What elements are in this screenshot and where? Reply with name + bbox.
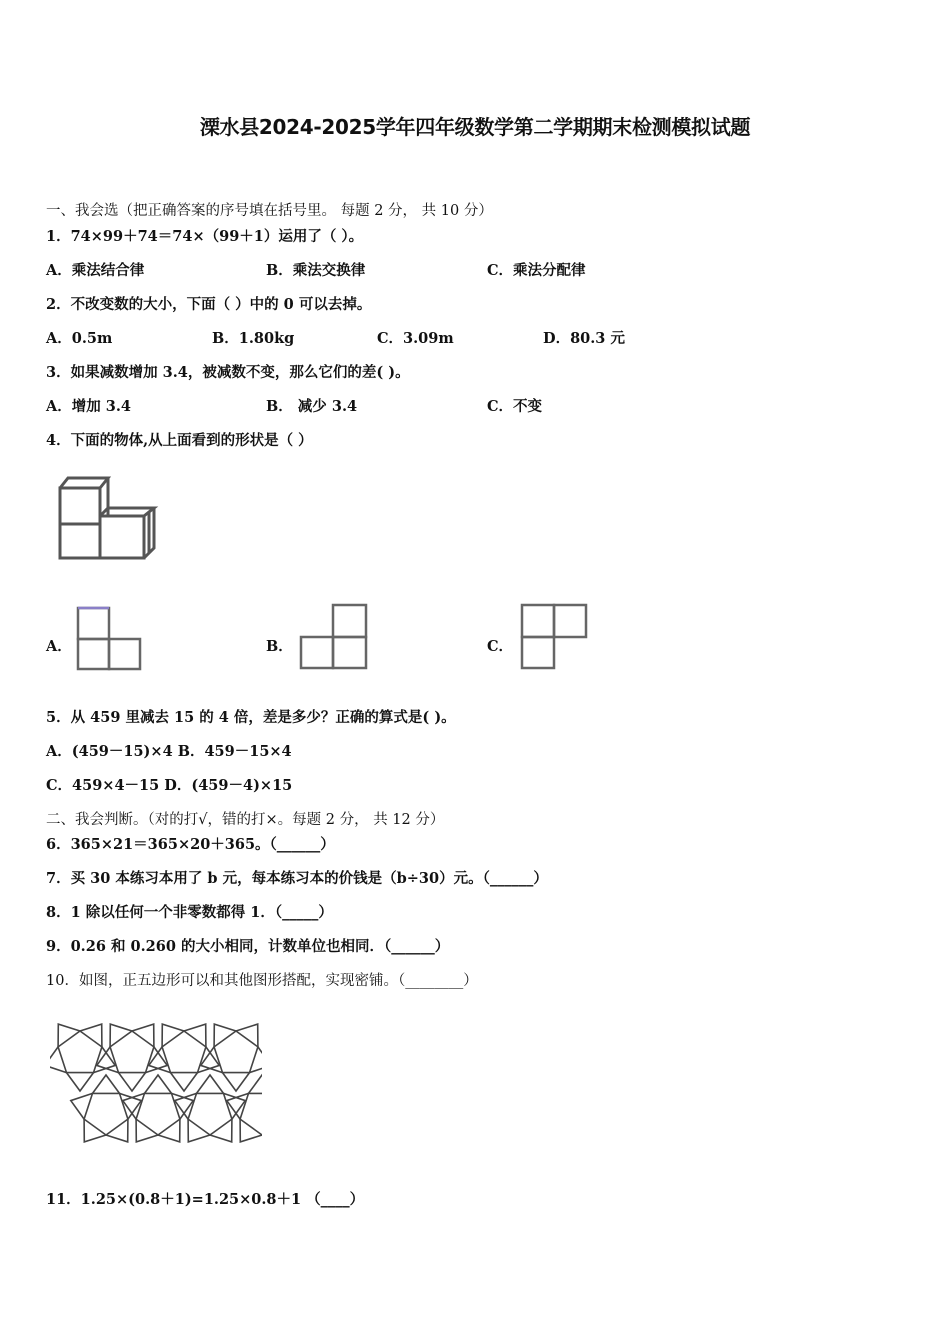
section1-heading: 一、我会选（把正确答案的序号填在括号里。 每题 2 分， 共 10 分）: [46, 203, 493, 219]
q4-cube-figure: [52, 472, 164, 564]
q7-stem: 7．买 30 本练习本用了 b 元，每本练习本的价钱是（b÷30）元。（______）: [46, 870, 548, 887]
q4-option-b: B．: [266, 638, 293, 655]
q2-stem: 2．不改变数的大小，下面（ ）中的 0 可以去掉。: [46, 296, 372, 313]
q5-options-row1: A．(459－15)×4 B．459－15×4: [46, 743, 292, 760]
q4-stem: 4．下面的物体,从上面看到的形状是（ ）: [46, 432, 313, 449]
q11-stem: 11．1.25×(0.8＋1)=1.25×0.8＋1 （____）: [46, 1191, 365, 1208]
q1-stem: 1．74×99＋74＝74×（99＋1）运用了（ ）。: [46, 228, 364, 245]
q2-option-b: B．1.80kg: [212, 330, 295, 347]
q3-stem: 3．如果减数增加 3.4，被减数不变，那么它们的差( )。: [46, 364, 410, 381]
q3-option-b: B． 减少 3.4: [266, 398, 358, 415]
q1-option-b: B．乘法交换律: [266, 262, 366, 279]
q4-option-b-figure: [298, 603, 370, 671]
q2-option-c: C．3.09m: [377, 330, 454, 347]
q4-option-c-figure: [519, 603, 589, 671]
q4-option-a-figure: [75, 606, 143, 672]
q10-stem: 10．如图，正五边形可以和其他图形搭配，实现密铺。（________）: [46, 973, 478, 989]
q5-stem: 5．从 459 里减去 15 的 4 倍，差是多少？正确的算式是( )。: [46, 709, 456, 726]
q10-pentagon-tiling-figure: [50, 1016, 262, 1156]
q3-option-c: C．不变: [487, 398, 543, 415]
page-title: 溧水县2024-2025学年四年级数学第二学期期末检测模拟试题: [199, 115, 751, 139]
q1-option-a: A．乘法结合律: [46, 262, 145, 279]
q2-option-d: D．80.3 元: [543, 330, 625, 347]
q4-option-c: C．: [487, 638, 514, 655]
q8-stem: 8．1 除以任何一个非零数都得 1．（_____）: [46, 904, 333, 921]
q3-option-a: A．增加 3.4: [46, 398, 132, 415]
q2-option-a: A．0.5m: [46, 330, 113, 347]
section2-heading: 二、我会判断。（对的打√，错的打×。每题 2 分， 共 12 分）: [46, 812, 445, 828]
q1-option-c: C．乘法分配律: [487, 262, 586, 279]
q9-stem: 9．0.26 和 0.260 的大小相同，计数单位也相同．（______）: [46, 938, 450, 955]
q6-stem: 6．365×21＝365×20＋365。（______）: [46, 836, 335, 853]
q4-option-a: A．: [46, 638, 72, 655]
q5-options-row2: C．459×4－15 D．(459－4)×15: [46, 777, 293, 794]
